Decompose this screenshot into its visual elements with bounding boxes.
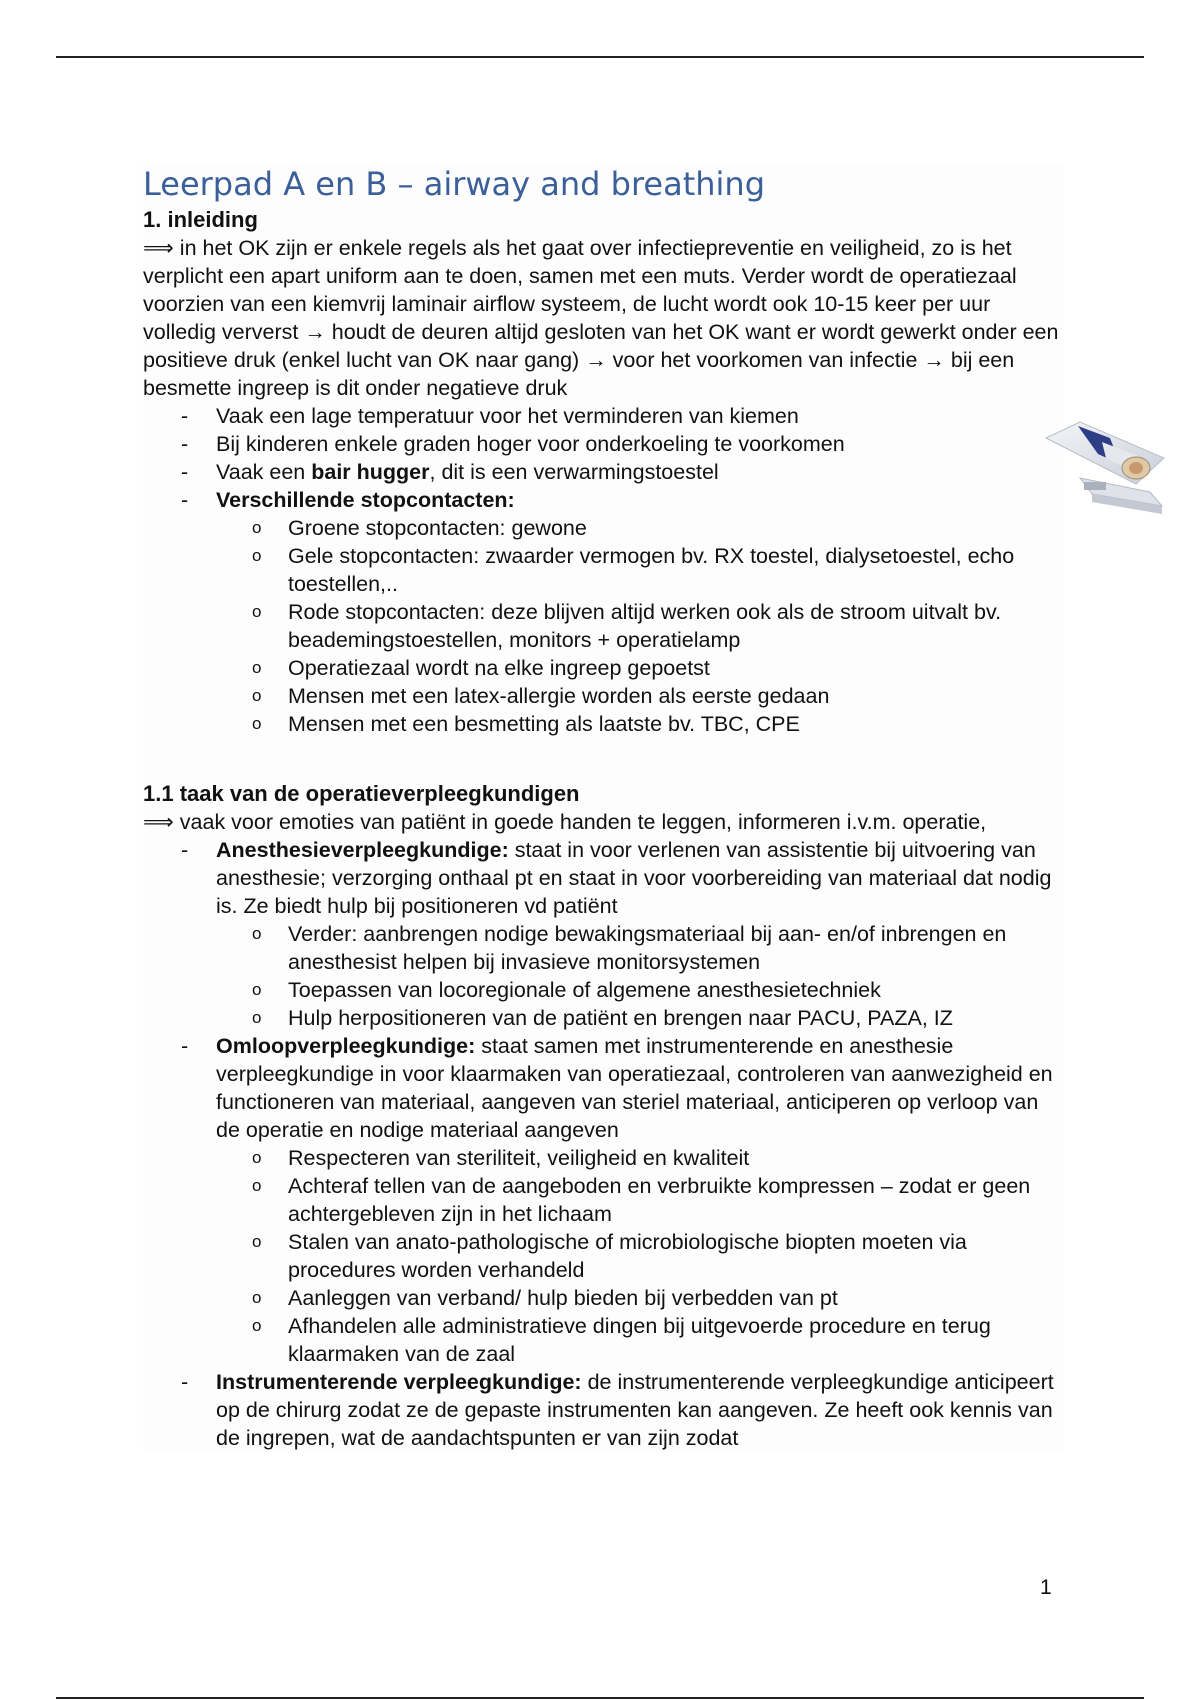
sub-list-item: o Stalen van anato-pathologische of microbiologische biopten moeten via procedures worden verhandeld [216,1228,1063,1284]
page-number: 1 [1040,1576,1052,1599]
intro-paragraph: ⟹ in het OK zijn er enkele regels als het gaat over infectiepreventie en veiligheid, zo is het verplicht een apart uniform aan te doen, samen met een muts. Verder wordt de operatiezaal voorzien van een kiemvrij laminair airflow systeem, de lucht wordt ook 10-15 keer per uur volledig ververst → houdt de deuren altijd gesloten van het OK want er wordt gewerkt onder een positieve druk (enkel lucht van OK naar gang) → voor het voorkomen van infectie → bij een besmette ingreep is dit onder negatieve druk [143,236,1059,400]
section-heading-taak: 1.1 taak van de operatieverpleegkundigen [143,781,580,806]
footer-rule [56,1697,1144,1699]
section-heading-inleiding: 1. inleiding [143,207,258,232]
header-rule [56,56,1144,58]
role-instrumenterende: - Instrumenterende verpleegkundige: de instrumenterende verpleegkundige anticipeert op de chirurg zodat ze de gepaste instrumenten kan aangeven. Ze heeft ook kennis van de ingrepen, wat de aandachtspunten er van zijn zodat [143,1368,1063,1452]
role-anesthesie: - Anesthesieverpleegkundige: staat in voor verlenen van assistentie bij uitvoering van anesthesie; verzorging onthaal pt en staat in voor voorbereiding van materiaal dat nodig is. Ze biedt hulp bij positioneren vd patiënt o Verder: aanbrengen nodige bewakingsmateriaal bij aan- en/of inbrengen en anesthesist helpen bij invasieve monitorsystemen o Toepassen van locoregionale of algemene anesthesietechniek o Hulp herpositioneren van de patiënt en brengen naar PACU, PAZA, IZ [143,836,1063,1032]
sub-list-item: o Mensen met een besmetting als laatste bv. TBC, CPE [216,710,1063,738]
sockets-sublist [143,514,1063,738]
sub-list-item: o Mensen met een latex-allergie worden als eerste gedaan [216,682,1063,710]
rules-list [143,402,1063,738]
sub-list-item: o Aanleggen van verband/ hulp bieden bij verbedden van pt [216,1284,1063,1312]
sub-list-item: o Achteraf tellen van de aangeboden en verbruikte kompressen – zodat er geen achtergebleven zijn in het lichaam [216,1172,1063,1228]
sub-list-item: o Hulp herpositioneren van de patiënt en brengen naar PACU, PAZA, IZ [216,1004,1063,1032]
section-intro: ⟹ vaak voor emoties van patiënt in goede handen te leggen, informeren i.v.m. operatie, [143,810,987,834]
sub-list-item: o Gele stopcontacten: zwaarder vermogen bv. RX toestel, dialysetoestel, echo toestellen,.. [216,542,1063,598]
omloop-sublist [143,1144,1063,1368]
sub-list-item: o Verder: aanbrengen nodige bewakingsmateriaal bij aan- en/of inbrengen en anesthesist helpen bij invasieve monitorsystemen [216,920,1063,976]
anesthesie-sublist [143,920,1063,1032]
list-item: - Bij kinderen enkele graden hoger voor onderkoeling te voorkomen [143,430,1063,458]
sub-list-item: o Toepassen van locoregionale of algemene anesthesietechniek [216,976,1063,1004]
sub-list-item: o Afhandelen alle administratieve dingen bij uitgevoerde procedure en terug klaarmaken van de zaal [216,1312,1063,1368]
document-title: Leerpad A en B – airway and breathing [143,165,765,203]
list-item: - Verschillende stopcontacten: o Groene stopcontacten: gewone o Gele stopcontacten: zwaarder vermogen bv. RX toestel, dialysetoestel, echo toestellen,.. o Rode stopcontacten: deze blijven altijd werken ook als de stroom uitvalt bv. beademingstoestellen, monitors + operatielamp o Operatiezaal wordt na elke ingreep gepoetst o Mensen met een latex-allergie worden als eerste gedaan o Mensen met een besmetting als laatste bv. TBC, CPE [143,486,1063,738]
document-page [143,162,1063,1452]
roles-list [143,836,1063,1452]
sub-list-item: o Respecteren van steriliteit, veiligheid en kwaliteit [216,1144,1063,1172]
sub-list-item: o Operatiezaal wordt na elke ingreep gepoetst [216,654,1063,682]
role-omloop: - Omloopverpleegkundige: staat samen met instrumenterende en anesthesie verpleegkundige in voor klaarmaken van operatiezaal, controleren van aanwezigheid en functioneren van materiaal, aangeven van steriel materiaal, anticiperen op verloop van de operatie en nodige materiaal aangeven o Respecteren van steriliteit, veiligheid en kwaliteit o Achteraf tellen van de aangeboden en verbruikte kompressen – zodat er geen achtergebleven zijn in het lichaam o Stalen van anato-pathologische of microbiologische biopten moeten via procedures worden verhandeld o Aanleggen van verband/ hulp bieden bij verbedden van pt o Afhandelen alle administratieve dingen bij uitgevoerde procedure en terug klaarmaken van de zaal [143,1032,1063,1368]
list-item: - Vaak een lage temperatuur voor het verminderen van kiemen [143,402,1063,430]
bair-hugger-image [1040,418,1176,524]
sub-list-item: o Groene stopcontacten: gewone [216,514,1063,542]
list-item: - Vaak een bair hugger, dit is een verwarmingstoestel [143,458,1063,486]
sub-list-item: o Rode stopcontacten: deze blijven altijd werken ook als de stroom uitvalt bv. beademingstoestellen, monitors + operatielamp [216,598,1063,654]
